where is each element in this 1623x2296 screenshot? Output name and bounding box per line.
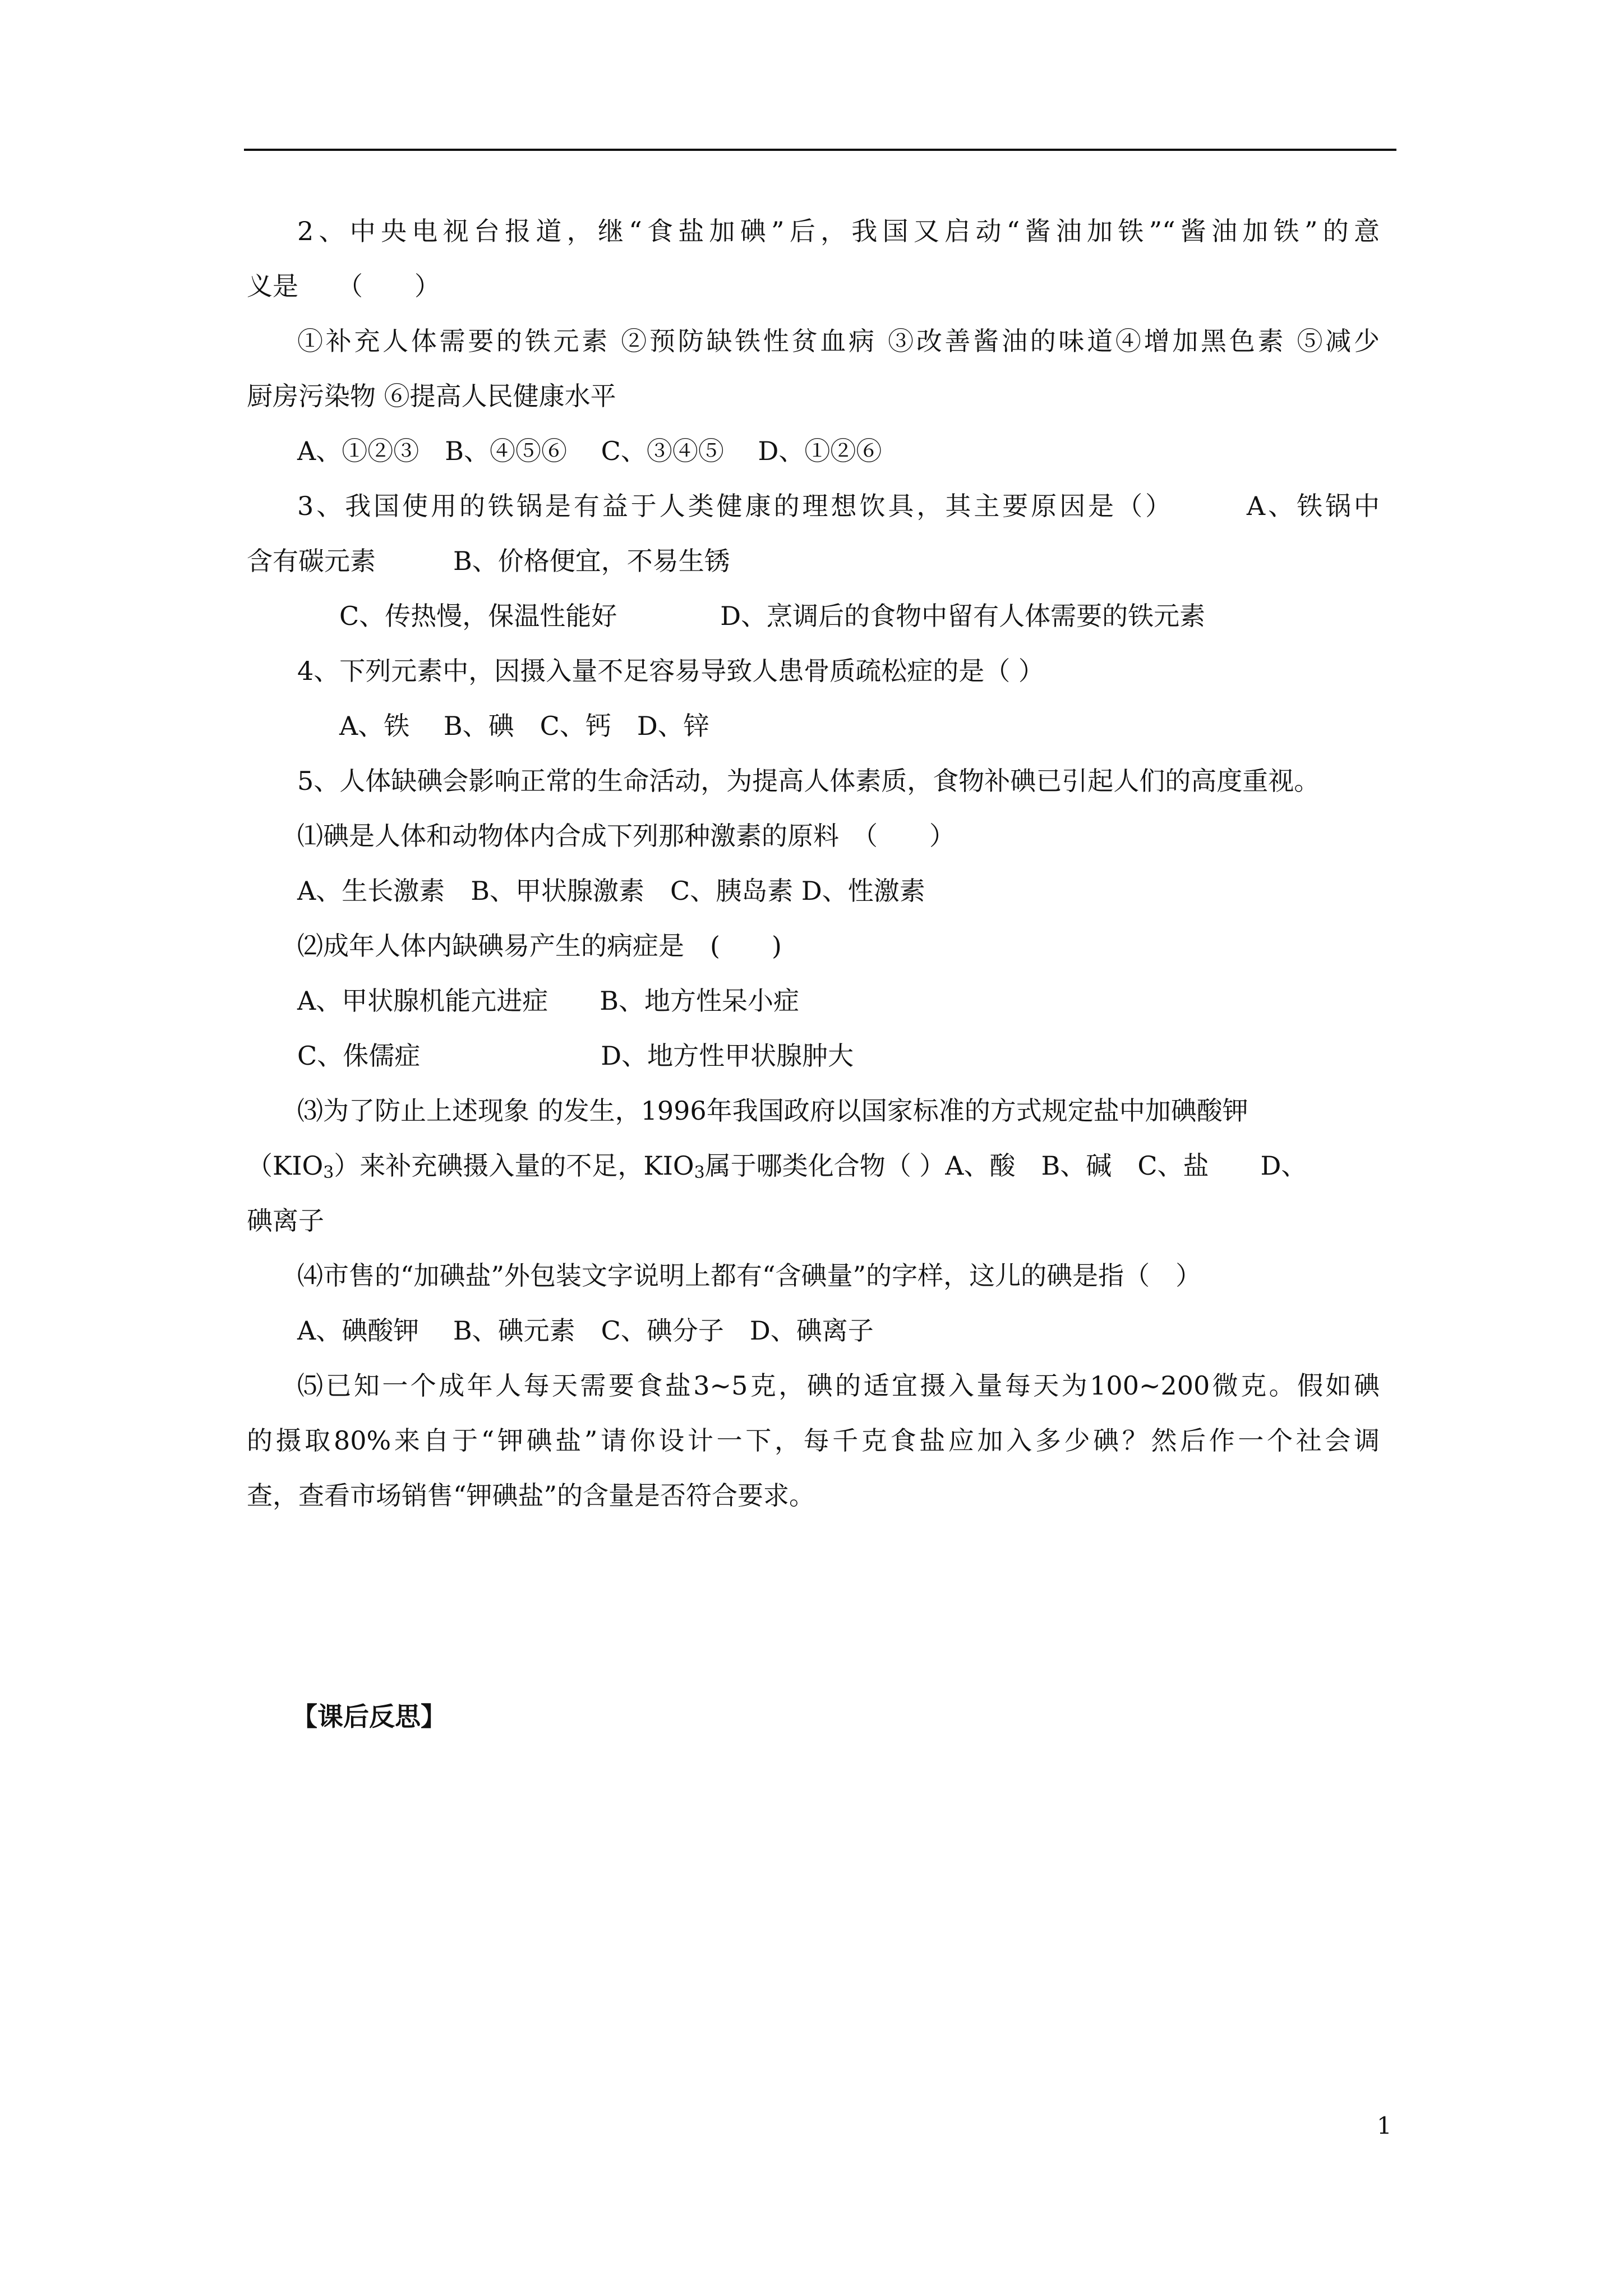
q4-line1: 4、下列元素中，因摄入量不足容易导致人患骨质疏松症的是（ ） [297,656,1044,686]
q5-sub2: ⑵成年人体内缺碘易产生的病症是 ( ) [297,931,782,961]
q5-sub2-choices-a: A、甲状腺机能亢进症 B、地方性呆小症 [297,986,800,1016]
q5-sub4-choices: A、碘酸钾 B、碘元素 C、碘分子 D、碘离子 [297,1315,874,1346]
q5-sub3-line2: $(KIO_3)$来补充碘摄入量的不足，$KIO_3$属于哪类化合物（ ）A、酸 B、碱 C、盐 D、 [247,1151,1307,1182]
q3-line1: 3、我国使用的铁锅是有益于人类健康的理想饮具，其主要原因是（） A、铁锅中 [297,491,1380,521]
q5-sub3-line1: ⑶为了防止上述现象 的发生，1996年我国政府以国家标准的方式规定盐中加碘酸钾 [297,1096,1248,1126]
q5-sub1-choices: A、生长激素 B、甲状腺激素 C、胰岛素 D、性激素 [297,876,925,906]
q3-line2: 含有碳元素 B、价格便宜，不易生锈 [247,546,730,576]
q5-sub4: ⑷市售的“加碘盐”外包装文字说明上都有“含碘量”的字样，这儿的碘是指（ ） [297,1260,1202,1291]
q5-sub5-line2: 的摄取80%来自于“钾碘盐”请你设计一下，每千克食盐应加入多少碘？然后作一个社会调 [247,1425,1380,1456]
q5-sub1: ⑴碘是人体和动物体内合成下列那种激素的原料 （ ） [297,821,955,851]
q2-line1: 2、中央电视台报道，继“食盐加碘”后，我国又启动“酱油加铁”“酱油加铁”的意 [297,216,1380,246]
q2-choices: A、①②③ B、④⑤⑥ C、③④⑤ D、①②⑥ [297,436,882,466]
q4-choices: A、铁 B、碘 C、钙 D、锌 [339,711,709,741]
q5-sub3-line3: 碘离子 [247,1205,324,1236]
page-number: 1 [1377,2112,1392,2139]
q5-intro: 5、人体缺碘会影响正常的生命活动，为提高人体素质，食物补碘已引起人们的高度重视。 [297,766,1320,796]
q2-options-line2: 厨房污染物 ⑥提高人民健康水平 [247,381,616,411]
reflection-heading: 【课后反思】 [292,1701,446,1732]
q3-line3: C、传热慢，保温性能好 D、烹调后的食物中留有人体需要的铁元素 [339,601,1206,631]
q5-sub5-line3: 查，查看市场销售“钾碘盐”的含量是否符合要求。 [247,1480,815,1511]
q5-sub2-choices-b: C、侏儒症 D、地方性甲状腺肿大 [297,1041,854,1071]
q2-options-line1: ①补充人体需要的铁元素 ②预防缺铁性贫血病 ③改善酱油的味道④增加黑色素 ⑤减少 [297,326,1380,356]
header-rule [244,149,1396,151]
q5-sub5-line1: ⑸已知一个成年人每天需要食盐3~5克，碘的适宜摄入量每天为100~200微克。假如碘 [297,1370,1380,1401]
q2-line2: 义是 （ ） [247,271,440,301]
